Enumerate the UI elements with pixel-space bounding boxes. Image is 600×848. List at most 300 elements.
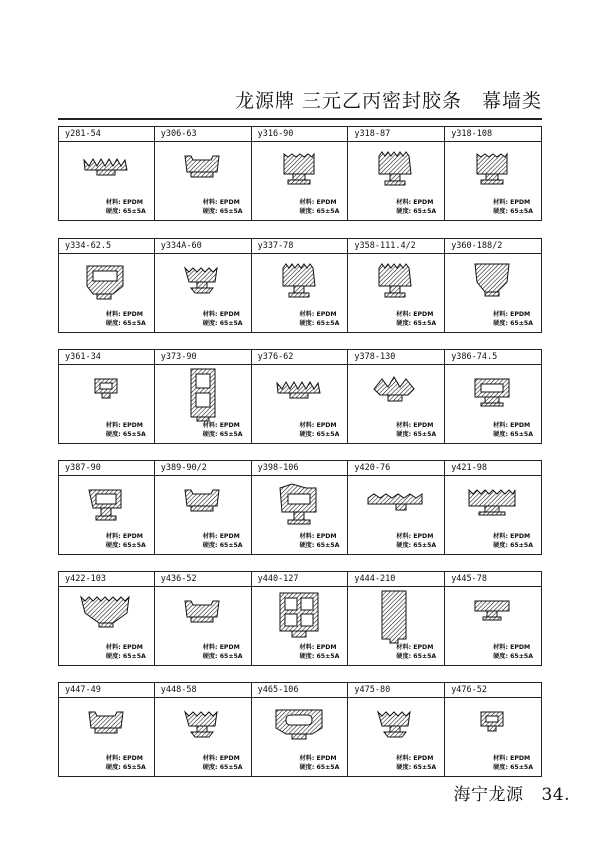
hardness-value: 65±5A <box>219 763 243 771</box>
material-value: EPDM <box>122 422 143 429</box>
material-value: EPDM <box>413 644 434 651</box>
profile-code: y334-62.5 <box>59 239 154 254</box>
profile-code: y444-210 <box>348 572 444 587</box>
page-number: 34. <box>541 785 570 805</box>
hardness-line <box>203 208 243 217</box>
hardness-label: 硬度: <box>299 652 315 660</box>
profile-card <box>348 460 445 555</box>
material-value: EPDM <box>510 533 531 540</box>
material-line <box>299 422 339 431</box>
material-line <box>203 644 243 653</box>
seal-profile-drawing <box>252 587 347 645</box>
material-line <box>106 199 146 208</box>
material-line <box>106 422 146 431</box>
profile-code: y378-130 <box>348 350 444 365</box>
material-label: 材料: <box>493 533 508 540</box>
material-line <box>299 533 339 542</box>
hardness-value: 65±5A <box>316 319 340 327</box>
material-line <box>493 422 533 431</box>
seal-profile-drawing <box>348 142 443 200</box>
hardness-label: 硬度: <box>396 763 412 771</box>
hardness-line <box>493 653 533 662</box>
seal-profile-drawing <box>252 476 347 534</box>
spec-block <box>396 755 436 772</box>
seal-profile-drawing <box>155 365 250 423</box>
hardness-value: 65±5A <box>219 541 243 549</box>
hardness-label: 硬度: <box>299 207 315 215</box>
material-value: EPDM <box>413 755 434 762</box>
hardness-line <box>396 320 436 329</box>
seal-profile-drawing <box>252 254 347 312</box>
material-label: 材料: <box>396 199 412 206</box>
hardness-line <box>203 542 243 551</box>
material-label: 材料: <box>493 199 508 206</box>
material-line <box>493 311 533 320</box>
spec-block <box>203 311 243 328</box>
profile-code: y398-106 <box>252 461 348 476</box>
hardness-value: 65±5A <box>510 207 533 215</box>
material-label: 材料: <box>493 755 508 762</box>
hardness-value: 65±5A <box>316 207 340 215</box>
hardness-line <box>203 653 243 662</box>
spec-block <box>106 199 146 216</box>
material-label: 材料: <box>202 533 218 540</box>
material-label: 材料: <box>202 311 218 318</box>
profile-code: y337-78 <box>252 239 348 254</box>
footer-brand: 海宁龙源 <box>453 785 524 805</box>
material-value: EPDM <box>413 422 434 429</box>
hardness-value: 65±5A <box>122 541 146 549</box>
hardness-value: 65±5A <box>413 319 437 327</box>
material-line <box>493 644 533 653</box>
material-label: 材料: <box>493 422 508 429</box>
spec-block <box>299 199 339 216</box>
material-value: EPDM <box>316 311 337 318</box>
material-label: 材料: <box>105 644 121 651</box>
hardness-value: 65±5A <box>413 652 437 660</box>
material-line <box>299 755 339 764</box>
material-line <box>299 644 339 653</box>
hardness-value: 65±5A <box>122 207 146 215</box>
page-title: 龙源牌 三元乙丙密封胶条 幕墙类 <box>234 90 542 112</box>
material-value: EPDM <box>122 533 143 540</box>
material-label: 材料: <box>299 311 315 318</box>
profile-card <box>252 682 349 777</box>
material-label: 材料: <box>299 422 315 429</box>
material-value: EPDM <box>510 199 531 206</box>
hardness-line <box>493 764 533 773</box>
hardness-value: 65±5A <box>316 541 340 549</box>
hardness-label: 硬度: <box>299 541 315 549</box>
profile-code: y334A-60 <box>155 239 251 254</box>
profile-card <box>155 238 252 333</box>
material-line <box>106 311 146 320</box>
profile-code: y318-87 <box>348 127 444 142</box>
profile-card <box>445 238 542 333</box>
seal-profile-drawing <box>445 142 540 200</box>
hardness-line <box>493 208 533 217</box>
material-value: EPDM <box>219 644 240 651</box>
material-label: 材料: <box>299 755 315 762</box>
profile-code: y318-108 <box>445 127 541 142</box>
material-label: 材料: <box>396 755 412 762</box>
hardness-label: 硬度: <box>202 207 218 215</box>
hardness-line <box>106 764 146 773</box>
spec-block <box>396 311 436 328</box>
seal-profile-drawing <box>59 476 154 534</box>
material-line <box>203 533 243 542</box>
seal-profile-drawing <box>155 476 250 534</box>
material-label: 材料: <box>396 644 412 651</box>
profile-card <box>155 349 252 444</box>
hardness-label: 硬度: <box>493 652 508 660</box>
profile-row <box>58 349 542 444</box>
profile-card <box>155 682 252 777</box>
profile-card <box>58 238 155 333</box>
spec-block <box>493 199 533 216</box>
seal-profile-drawing <box>252 365 347 423</box>
profile-card <box>155 571 252 666</box>
profile-code: y422-103 <box>59 572 154 587</box>
spec-block <box>396 533 436 550</box>
material-value: EPDM <box>510 644 531 651</box>
profile-code: y281-54 <box>59 127 154 142</box>
hardness-line <box>396 208 436 217</box>
seal-profile-drawing <box>155 587 250 645</box>
spec-block <box>493 533 533 550</box>
hardness-line <box>396 653 436 662</box>
material-line <box>396 644 436 653</box>
hardness-value: 65±5A <box>413 541 437 549</box>
profile-card <box>348 571 445 666</box>
hardness-label: 硬度: <box>493 541 508 549</box>
spec-block <box>493 422 533 439</box>
hardness-label: 硬度: <box>105 319 121 327</box>
profile-code: y445-78 <box>445 572 541 587</box>
profile-code: y361-34 <box>59 350 154 365</box>
spec-block <box>203 533 243 550</box>
hardness-value: 65±5A <box>122 430 146 438</box>
seal-profile-drawing <box>348 698 443 756</box>
seal-profile-drawing <box>59 587 154 645</box>
seal-profile-drawing <box>445 698 540 756</box>
spec-block <box>106 533 146 550</box>
material-line <box>396 422 436 431</box>
material-label: 材料: <box>299 533 315 540</box>
material-line <box>203 311 243 320</box>
profile-code: y448-58 <box>155 683 251 698</box>
profile-card <box>348 349 445 444</box>
material-value: EPDM <box>316 422 337 429</box>
profile-card <box>348 682 445 777</box>
spec-block <box>299 533 339 550</box>
seal-profile-drawing <box>348 254 443 312</box>
hardness-value: 65±5A <box>510 652 533 660</box>
material-line <box>203 422 243 431</box>
hardness-line <box>203 431 243 440</box>
profile-card <box>155 126 252 221</box>
seal-profile-drawing <box>155 142 250 200</box>
material-label: 材料: <box>105 533 121 540</box>
profile-row <box>58 682 542 777</box>
hardness-line <box>203 764 243 773</box>
material-label: 材料: <box>396 533 412 540</box>
profile-code: y376-62 <box>252 350 348 365</box>
hardness-value: 65±5A <box>122 763 146 771</box>
seal-profile-drawing <box>59 698 154 756</box>
material-label: 材料: <box>299 644 315 651</box>
seal-profile-drawing <box>59 254 154 312</box>
material-line <box>493 533 533 542</box>
profile-row <box>58 460 542 555</box>
hardness-value: 65±5A <box>219 652 243 660</box>
material-value: EPDM <box>316 199 337 206</box>
spec-block <box>203 199 243 216</box>
hardness-line <box>493 431 533 440</box>
hardness-line <box>106 653 146 662</box>
material-line <box>493 755 533 764</box>
material-line <box>493 199 533 208</box>
seal-profile-drawing <box>348 365 443 423</box>
material-line <box>106 644 146 653</box>
hardness-label: 硬度: <box>105 430 121 438</box>
profile-code: y420-76 <box>348 461 444 476</box>
profile-card <box>252 126 349 221</box>
material-line <box>299 311 339 320</box>
hardness-value: 65±5A <box>219 319 243 327</box>
profile-card <box>445 460 542 555</box>
profile-row <box>58 238 542 333</box>
profile-card <box>252 349 349 444</box>
hardness-label: 硬度: <box>299 430 315 438</box>
material-value: EPDM <box>219 311 240 318</box>
hardness-line <box>493 542 533 551</box>
seal-profile-drawing <box>252 142 347 200</box>
material-label: 材料: <box>105 755 121 762</box>
profile-card <box>252 460 349 555</box>
hardness-line <box>203 320 243 329</box>
profile-code: y447-49 <box>59 683 154 698</box>
spec-block <box>493 644 533 661</box>
hardness-line <box>396 431 436 440</box>
hardness-label: 硬度: <box>202 430 218 438</box>
profile-code: y316-90 <box>252 127 348 142</box>
hardness-value: 65±5A <box>413 207 437 215</box>
profile-code: y360-188/2 <box>445 239 541 254</box>
seal-profile-drawing <box>348 476 443 534</box>
spec-block <box>106 644 146 661</box>
spec-block <box>203 755 243 772</box>
title-rule <box>58 118 542 120</box>
hardness-label: 硬度: <box>202 541 218 549</box>
hardness-line <box>106 431 146 440</box>
material-value: EPDM <box>219 199 240 206</box>
hardness-label: 硬度: <box>396 319 412 327</box>
hardness-label: 硬度: <box>493 319 508 327</box>
hardness-value: 65±5A <box>219 207 243 215</box>
seal-profile-drawing <box>155 254 250 312</box>
profile-card <box>58 571 155 666</box>
hardness-value: 65±5A <box>510 319 533 327</box>
material-value: EPDM <box>219 755 240 762</box>
profile-card <box>445 349 542 444</box>
material-value: EPDM <box>316 644 337 651</box>
material-label: 材料: <box>493 644 508 651</box>
material-line <box>396 755 436 764</box>
hardness-label: 硬度: <box>493 430 508 438</box>
profile-code: y358-111.4/2 <box>348 239 444 254</box>
hardness-value: 65±5A <box>510 430 533 438</box>
hardness-value: 65±5A <box>316 652 340 660</box>
spec-block <box>299 644 339 661</box>
material-value: EPDM <box>122 199 143 206</box>
spec-block <box>106 311 146 328</box>
hardness-line <box>493 320 533 329</box>
material-line <box>396 311 436 320</box>
material-value: EPDM <box>122 755 143 762</box>
hardness-line <box>396 764 436 773</box>
profile-code: y476-52 <box>445 683 541 698</box>
material-value: EPDM <box>413 199 434 206</box>
hardness-value: 65±5A <box>510 763 533 771</box>
hardness-label: 硬度: <box>202 319 218 327</box>
profile-card <box>252 238 349 333</box>
material-line <box>299 199 339 208</box>
hardness-line <box>106 320 146 329</box>
profile-card <box>58 682 155 777</box>
material-label: 材料: <box>105 199 121 206</box>
hardness-value: 65±5A <box>316 430 340 438</box>
spec-block <box>493 311 533 328</box>
seal-profile-drawing <box>445 254 540 312</box>
profile-code: y475-80 <box>348 683 444 698</box>
profile-card <box>348 238 445 333</box>
material-value: EPDM <box>413 311 434 318</box>
material-label: 材料: <box>493 311 508 318</box>
hardness-label: 硬度: <box>396 430 412 438</box>
material-line <box>106 533 146 542</box>
spec-block <box>493 755 533 772</box>
hardness-label: 硬度: <box>105 763 121 771</box>
profile-card <box>58 460 155 555</box>
seal-profile-drawing <box>445 476 540 534</box>
material-line <box>396 533 436 542</box>
material-label: 材料: <box>396 422 412 429</box>
hardness-label: 硬度: <box>105 541 121 549</box>
seal-profile-drawing <box>252 698 347 756</box>
hardness-value: 65±5A <box>122 319 146 327</box>
material-label: 材料: <box>202 644 218 651</box>
material-value: EPDM <box>413 533 434 540</box>
seal-profile-drawing <box>348 587 443 645</box>
profile-code: y389-90/2 <box>155 461 251 476</box>
profile-card <box>58 349 155 444</box>
material-line <box>106 755 146 764</box>
material-label: 材料: <box>396 311 412 318</box>
hardness-label: 硬度: <box>202 652 218 660</box>
hardness-label: 硬度: <box>299 763 315 771</box>
profile-code: y436-52 <box>155 572 251 587</box>
spec-block <box>299 311 339 328</box>
material-line <box>203 199 243 208</box>
spec-block <box>299 422 339 439</box>
hardness-label: 硬度: <box>396 207 412 215</box>
profile-card <box>445 126 542 221</box>
material-label: 材料: <box>105 311 121 318</box>
profile-card <box>445 682 542 777</box>
hardness-value: 65±5A <box>219 430 243 438</box>
hardness-label: 硬度: <box>493 207 508 215</box>
material-value: EPDM <box>510 311 531 318</box>
page-footer <box>453 780 570 805</box>
hardness-value: 65±5A <box>122 652 146 660</box>
hardness-label: 硬度: <box>396 652 412 660</box>
profile-card <box>252 571 349 666</box>
profile-code: y373-90 <box>155 350 251 365</box>
hardness-label: 硬度: <box>396 541 412 549</box>
hardness-value: 65±5A <box>413 763 437 771</box>
hardness-value: 65±5A <box>413 430 437 438</box>
material-value: EPDM <box>122 311 143 318</box>
spec-block <box>203 422 243 439</box>
material-label: 材料: <box>202 422 218 429</box>
hardness-label: 硬度: <box>299 319 315 327</box>
profile-card <box>155 460 252 555</box>
profile-row <box>58 126 542 221</box>
profile-row <box>58 571 542 666</box>
profile-code: y440-127 <box>252 572 348 587</box>
seal-profile-drawing <box>155 698 250 756</box>
hardness-label: 硬度: <box>105 207 121 215</box>
profile-card <box>445 571 542 666</box>
profile-code: y387-90 <box>59 461 154 476</box>
material-value: EPDM <box>122 644 143 651</box>
material-value: EPDM <box>316 755 337 762</box>
material-value: EPDM <box>510 755 531 762</box>
profile-code: y386-74.5 <box>445 350 541 365</box>
hardness-value: 65±5A <box>316 763 340 771</box>
material-label: 材料: <box>202 755 218 762</box>
material-value: EPDM <box>510 422 531 429</box>
spec-block <box>396 422 436 439</box>
spec-block <box>203 644 243 661</box>
seal-profile-drawing <box>445 587 540 645</box>
hardness-line <box>396 542 436 551</box>
spec-block <box>299 755 339 772</box>
profile-card <box>348 126 445 221</box>
profile-card <box>58 126 155 221</box>
hardness-line <box>299 431 339 440</box>
seal-profile-drawing <box>445 365 540 423</box>
profile-code: y421-98 <box>445 461 541 476</box>
hardness-line <box>299 764 339 773</box>
profile-code: y465-106 <box>252 683 348 698</box>
spec-block <box>396 199 436 216</box>
hardness-line <box>299 208 339 217</box>
seal-profile-drawing <box>59 365 154 423</box>
hardness-line <box>299 653 339 662</box>
hardness-value: 65±5A <box>510 541 533 549</box>
material-value: EPDM <box>219 422 240 429</box>
hardness-label: 硬度: <box>493 763 508 771</box>
material-label: 材料: <box>202 199 218 206</box>
material-line <box>396 199 436 208</box>
material-line <box>203 755 243 764</box>
spec-block <box>396 644 436 661</box>
hardness-label: 硬度: <box>105 652 121 660</box>
hardness-line <box>299 542 339 551</box>
material-label: 材料: <box>105 422 121 429</box>
